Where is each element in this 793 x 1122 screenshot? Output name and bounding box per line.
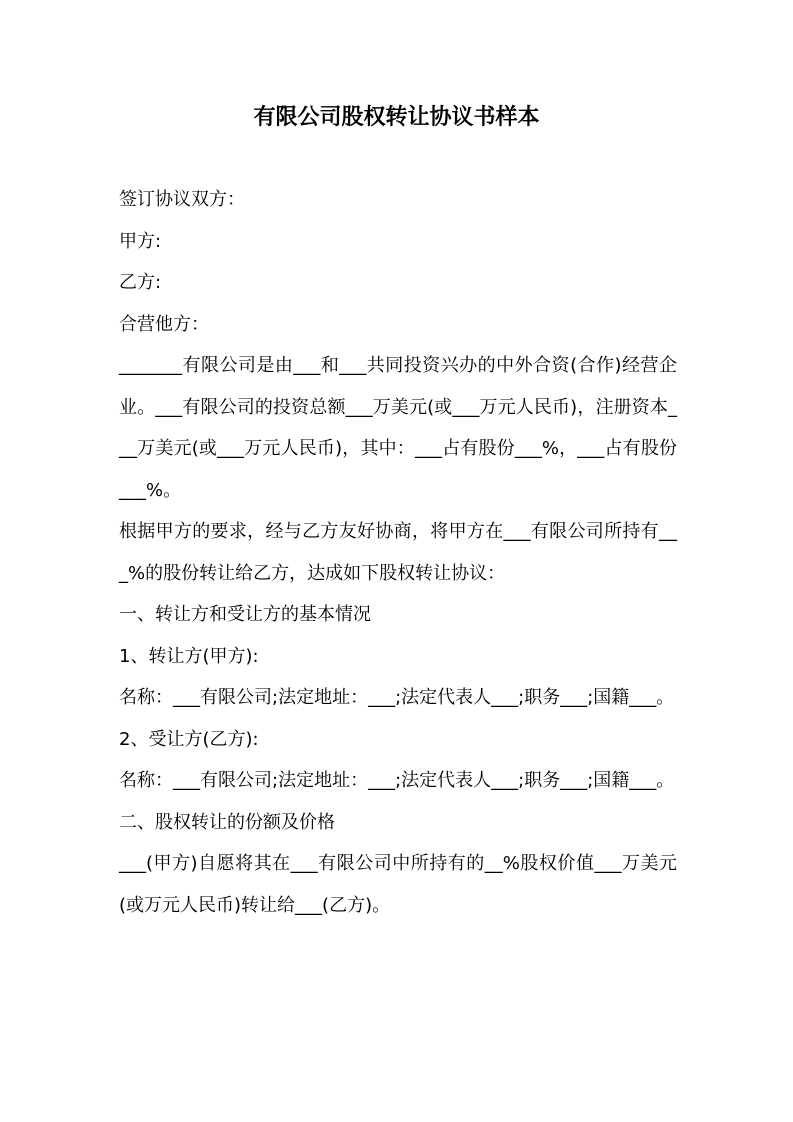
section-heading-basic-info: 一、转让方和受让方的基本情况	[119, 604, 371, 625]
paragraph-party-b: 乙方:	[119, 272, 162, 293]
paragraph-share-transfer: ___(甲方)自愿将其在___有限公司中所持有的__%股权价值___万美元(或万元人民币)转让给___(乙方)。	[119, 853, 677, 916]
paragraph-other-party: 合营他方：	[119, 313, 209, 335]
paragraph-company-intro: _______有限公司是由___和___共同投资兴办的中外合资(合作)经营企业。___有限公司的投资总额___万美元(或___万元人民币)，注册资本___万美元(或___万元人民币)，其中：___占有股份___%，___占有股份___%。	[119, 355, 677, 501]
section-heading-share-price: 二、股权转让的份额及价格	[119, 811, 335, 833]
paragraph-transferee-details: 名称：___有限公司;法定地址：___;法定代表人___;职务___;国籍___。	[119, 770, 675, 791]
document-body	[119, 179, 677, 926]
document-title: 有限公司股权转让协议书样本	[253, 105, 540, 130]
paragraph-party-a: 甲方:	[119, 230, 162, 252]
paragraph-transferor-details: 名称：___有限公司;法定地址：___;法定代表人___;职务___;国籍___。	[119, 687, 675, 708]
subheading-transferor: 1、转让方(甲方):	[119, 645, 259, 667]
subheading-transferee: 2、受让方(乙方):	[119, 728, 259, 750]
paragraph-signing-parties: 签订协议双方：	[119, 189, 245, 210]
paragraph-agreement-basis: 根据甲方的要求，经与乙方友好协商，将甲方在___有限公司所持有___%的股份转让给乙方，达成如下股权转让协议：	[119, 521, 677, 584]
